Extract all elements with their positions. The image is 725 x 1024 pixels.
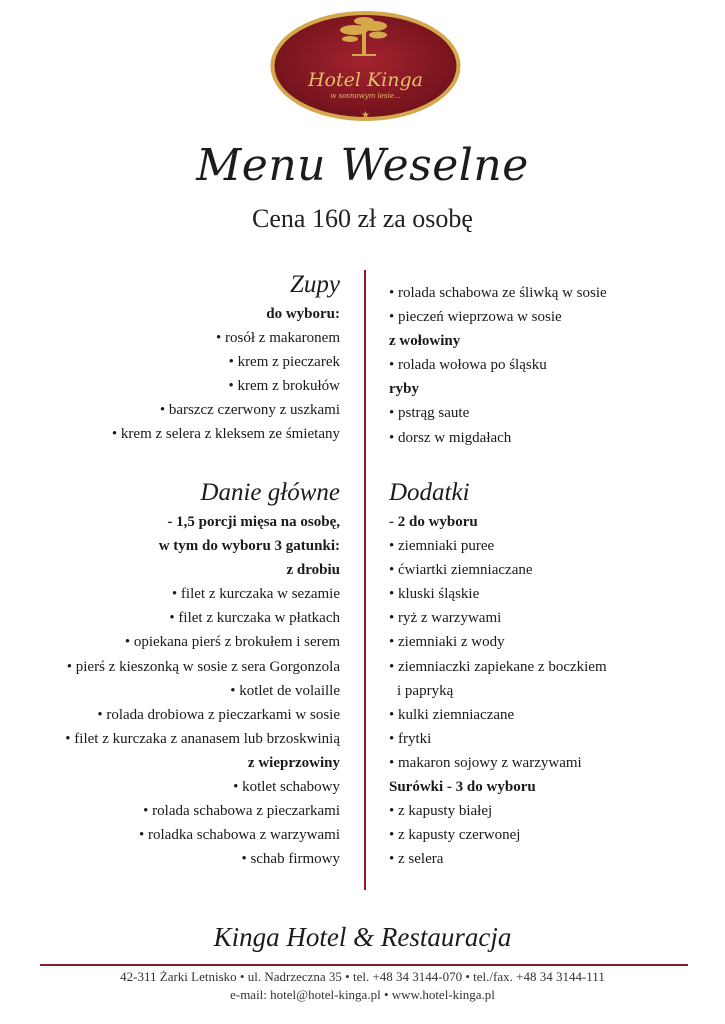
star-icon: ★ <box>361 110 370 121</box>
menu-line: • kotlet de volaille <box>230 682 340 699</box>
menu-line: • pstrąg saute <box>389 405 470 422</box>
menu-line: - 1,5 porcji mięsa na osobę, <box>167 514 340 530</box>
mieso-list <box>389 281 607 450</box>
menu-line: • rolada schabowa z pieczarkami <box>143 803 340 820</box>
hotel-logo <box>268 8 463 126</box>
footer-address: 42-311 Żarki Letnisko • ul. Nadrzeczna 35 • tel. +48 34 3144-070 • tel./fax. +48 34 3144-111 <box>120 969 605 984</box>
menu-line: • kluski śląskie <box>389 586 480 603</box>
menu-line: • filet z kurczaka z ananasem lub brzoskwinią <box>65 730 340 747</box>
menu-line: • ziemniaki puree <box>389 538 495 555</box>
menu-line: • schab firmowy <box>241 851 340 868</box>
menu-line: • dorsz w migdałach <box>389 429 512 446</box>
menu-line: z wołowiny <box>389 333 461 350</box>
column-divider <box>364 270 366 890</box>
menu-line: • krem z selera z kleksem ze śmietany <box>111 426 340 443</box>
footer-title: Kinga Hotel & Restauracja <box>213 922 512 952</box>
section-mieso-cd <box>389 281 607 450</box>
section-title-dodatki: Dodatki <box>389 479 470 506</box>
logo-name: Hotel Kinga <box>307 69 424 91</box>
menu-line: • ćwiartki ziemniaczane <box>389 562 533 579</box>
price-line: Cena 160 zł za osobę <box>252 204 473 233</box>
menu-line: • ziemniaczki zapiekane z boczkiem <box>389 658 607 675</box>
section-danie-glowne <box>65 478 340 871</box>
hotel-logo-emblem <box>268 8 463 126</box>
menu-line: • pierś z kieszonką w sosie z sera Gorgonzola <box>66 658 340 675</box>
footer-contact: e-mail: hotel@hotel-kinga.pl • www.hotel-kinga.pl <box>230 987 495 1002</box>
menu-line: ryby <box>389 381 419 398</box>
zupy-list <box>112 302 340 447</box>
menu-line: z wieprzowiny <box>247 754 340 771</box>
menu-line: w tym do wyboru 3 gatunki: <box>158 538 340 555</box>
menu-line: • z kapusty czerwonej <box>389 827 521 844</box>
menu-line: Surówki - 3 do wyboru <box>389 779 536 796</box>
footer-divider <box>40 964 688 966</box>
danie-list <box>65 510 340 871</box>
menu-line: • frytki <box>389 730 432 747</box>
menu-line: • rolada wołowa po śląsku <box>389 357 547 374</box>
section-dodatki <box>389 478 607 871</box>
menu-line: • pieczeń wieprzowa w sosie <box>389 309 562 326</box>
menu-line: • rosół z makaronem <box>216 330 340 347</box>
menu-line: • barszcz czerwony z uszkami <box>159 402 340 419</box>
menu-line: • makaron sojowy z warzywami <box>389 754 582 771</box>
menu-line: • krem z pieczarek <box>228 354 340 371</box>
page-title: Menu Weselne <box>196 140 529 191</box>
menu-line: • rolada schabowa ze śliwką w sosie <box>389 285 607 301</box>
menu-line: • ziemniaki z wody <box>389 634 505 651</box>
logo-tagline: w sosnowym lesie... <box>330 92 401 100</box>
section-title-zupy: Zupy <box>290 271 340 298</box>
menu-line: • rolada drobiowa z pieczarkami w sosie <box>97 706 340 723</box>
menu-line: • opiekana pierś z brokułem i serem <box>124 634 340 651</box>
menu-line: • ryż z warzywami <box>389 610 502 627</box>
section-zupy <box>112 270 340 447</box>
section-title-danie-glowne: Danie główne <box>200 479 340 506</box>
menu-line: z drobiu <box>286 562 340 579</box>
menu-line: • roladka schabowa z warzywami <box>139 827 340 844</box>
menu-line: • filet z kurczaka w sezamie <box>171 586 340 603</box>
menu-line: - 2 do wyboru <box>389 514 478 530</box>
menu-line: do wyboru: <box>266 306 340 322</box>
menu-line: • kotlet schabowy <box>233 779 340 796</box>
menu-line: • z kapusty białej <box>389 803 493 820</box>
menu-line: • krem z brokułów <box>228 378 340 395</box>
menu-line: • filet z kurczaka w płatkach <box>169 610 340 627</box>
menu-line: • z selera <box>389 851 444 868</box>
menu-line: i papryką <box>397 682 454 699</box>
dodatki-list <box>389 510 607 871</box>
menu-line: • kulki ziemniaczane <box>389 706 515 723</box>
